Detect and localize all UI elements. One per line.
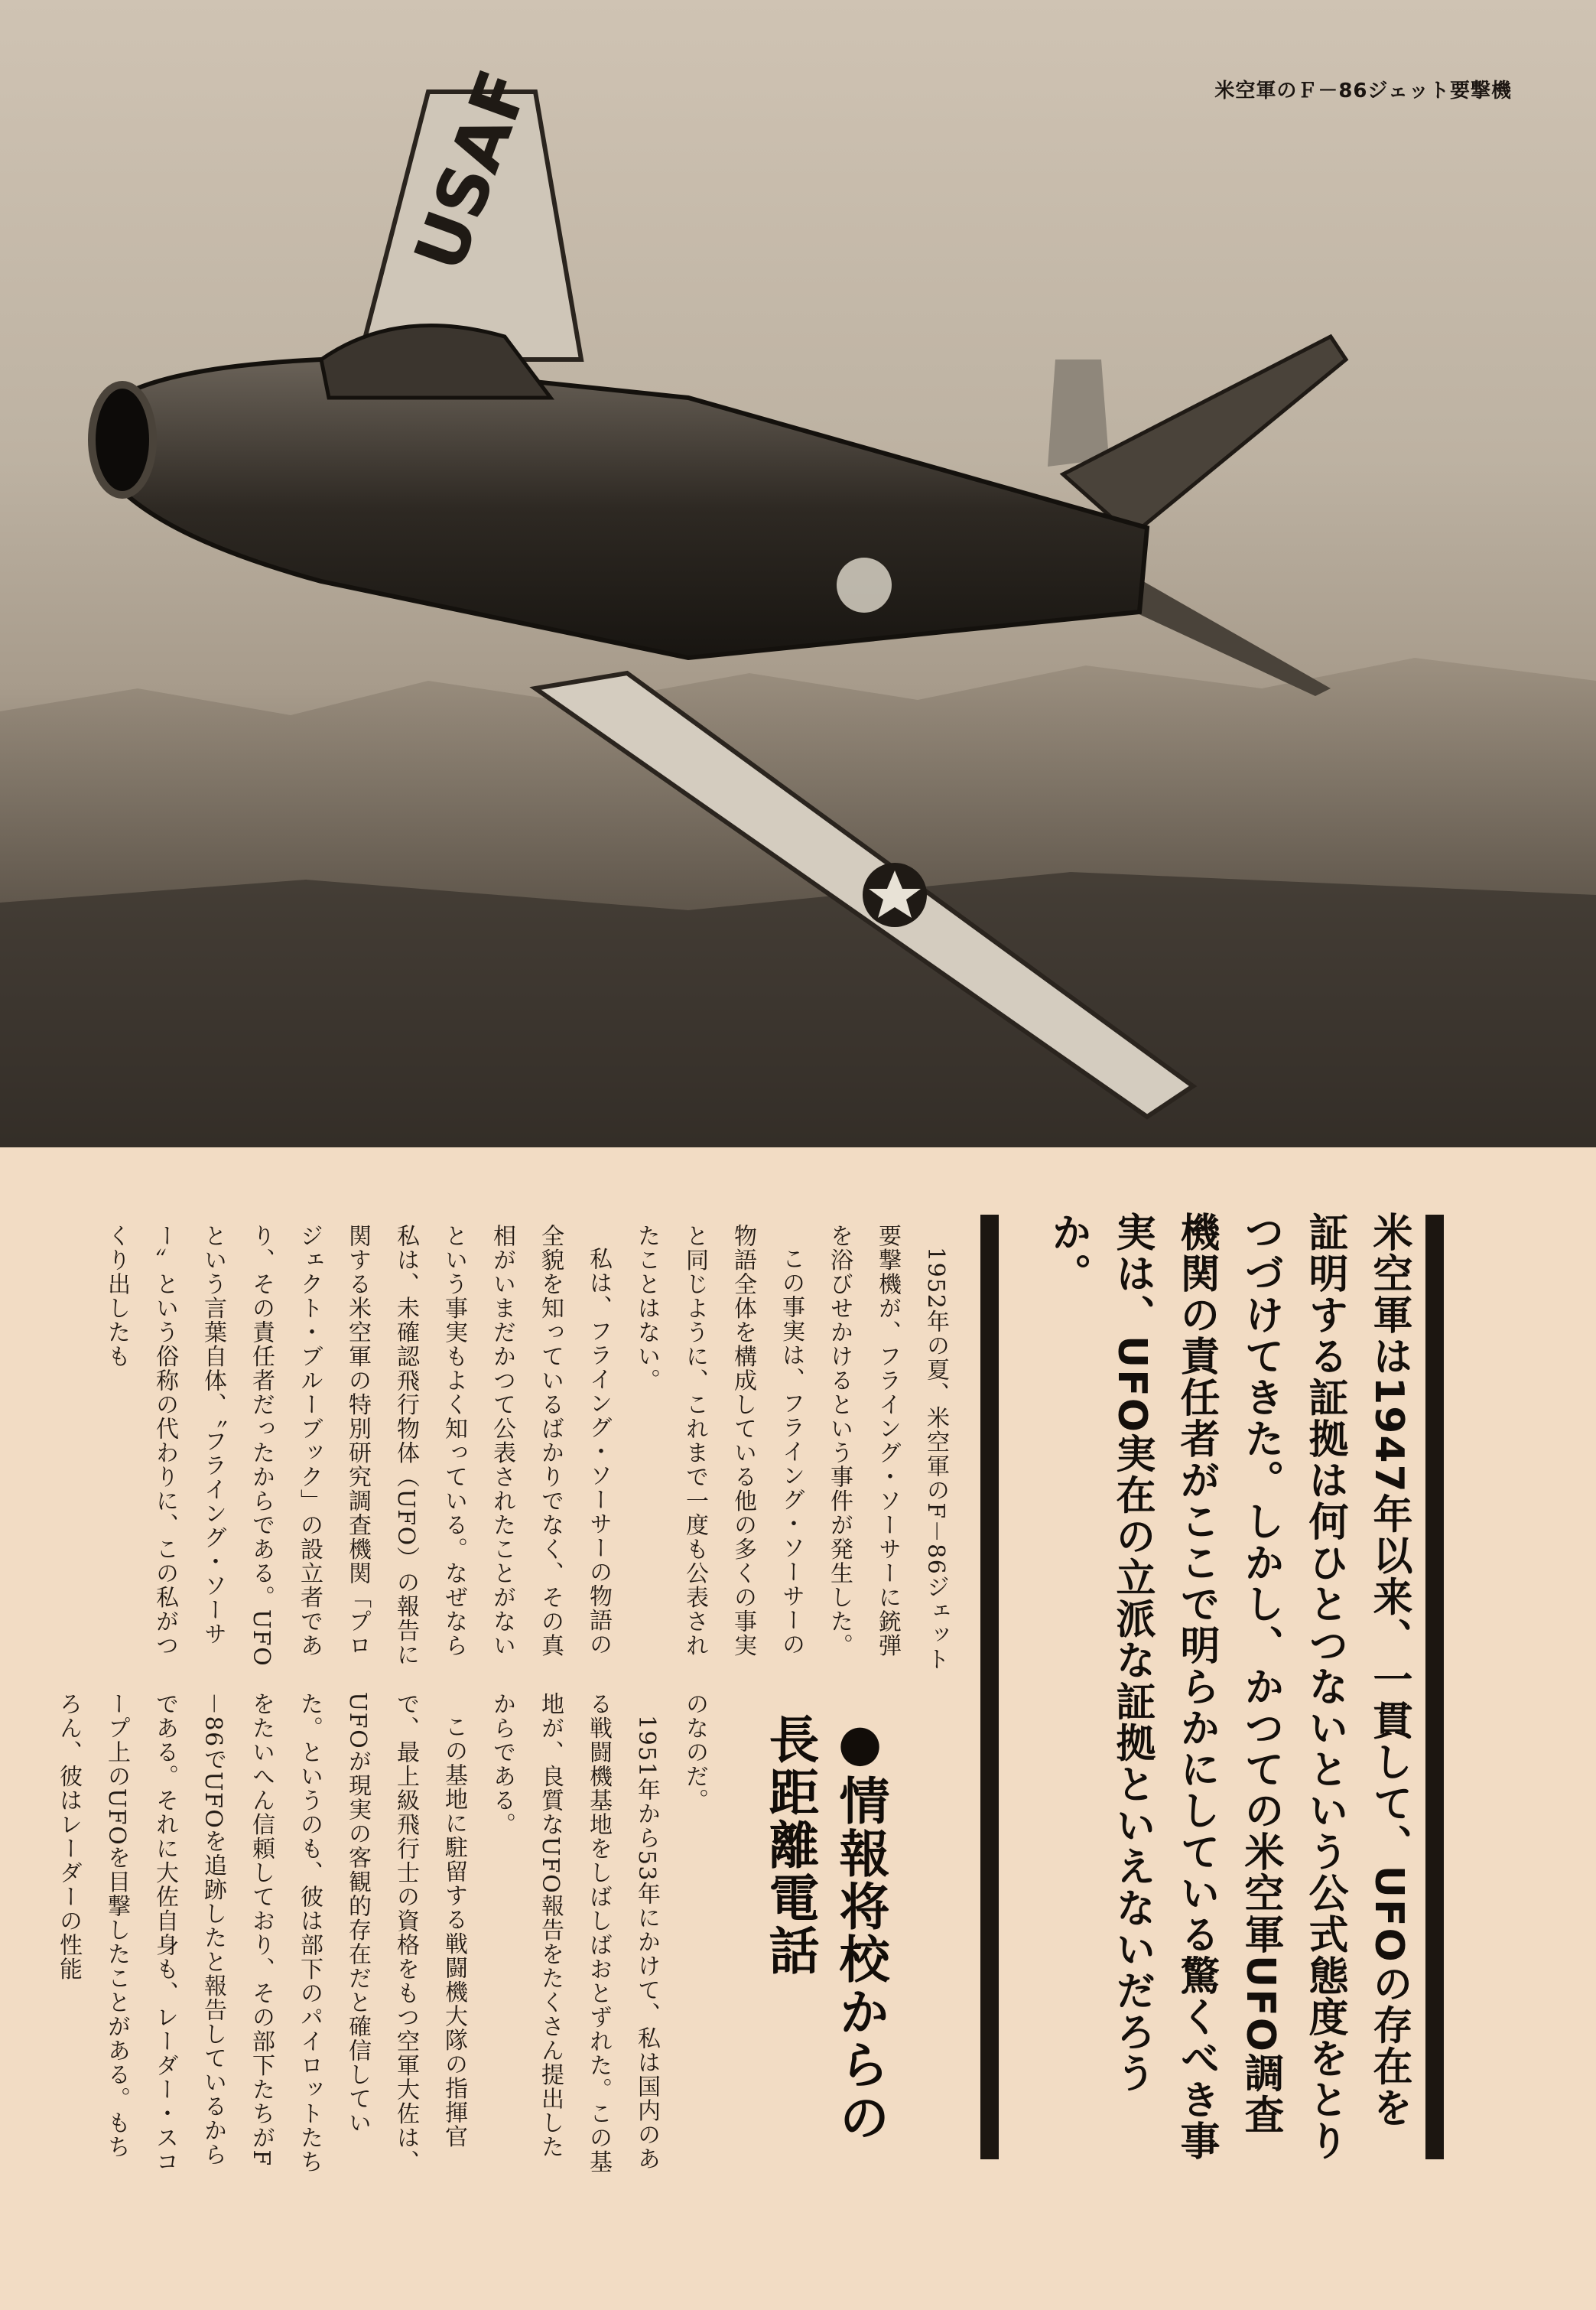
lead-paragraph: 米空軍は1947年以来、一貫して、UFOの存在を証明する証拠は何ひとつないという公式態度をとりつづけてきた。しかし、かつての米空軍UFO調査機関の責任者がここで明らかにしている驚くべき事実は、UFO実在の立派な証拠といえないだろうか。 [1045,1212,1412,2162]
tail-marking: USAF [399,60,545,281]
section-heading: ●情報将校からの長距離電話 [760,1713,889,2144]
body-paragraph: この事実は、フライング・ソーサーの物語全体を構成している他の多くの事実と同じように、これまで一度も公表されたことはない。 [633,1224,805,1658]
body-text-upper [103,1224,960,1675]
jet-illustration [0,0,1596,1147]
body-paragraph: 私は、フライング・ソーサーの物語の全貌を知っているばかりでなく、その真相がいまだかつて公表されたことがないという事実もよく知っている。なぜなら私は、未確認飛行物体（UFO）の報告に関する米空軍の特別研究調査機関「プロジェクト・ブルーブック」の設立者であり、その責任者だったからである。UFOという言葉自体、〝フライング・ソーサー〟という俗称の代わりに、この私がつくり出したも [103,1224,612,1667]
body-text-lower [55,1692,719,2181]
body-paragraph: この基地に駐留する戦闘機大隊の指揮官で、最上級飛行士の資格をもつ空軍大佐は、UFOが現実の客観的存在だと確信していた。というのも、彼は部下のパイロットたちをたいへん信頼しており、その部下たちがF－86でUFOを追跡したと報告しているからである。それに大佐自身も、レーダー・スコープ上のUFOを目撃したことがある。もちろん、彼はレーダーの性能 [55,1692,467,2174]
photo-caption: 米空軍のＦ－86ジェット要撃機 [1214,80,1512,102]
body-paragraph: 1951年から53年にかけて、私は国内のある戦闘機基地をしばしばおとずれた。この基地が、良質なUFO報告をたくさん提出したからである。 [489,1692,660,2174]
f86-jet-photo [0,0,1596,1147]
body-paragraph: 1952年の夏、米空軍のF－86ジェット要撃機が、フライング・ソーサーに銃弾を浴びせかけるという事件が発生した。 [826,1224,949,1672]
body-paragraph: のなのだ。 [681,1692,708,1813]
